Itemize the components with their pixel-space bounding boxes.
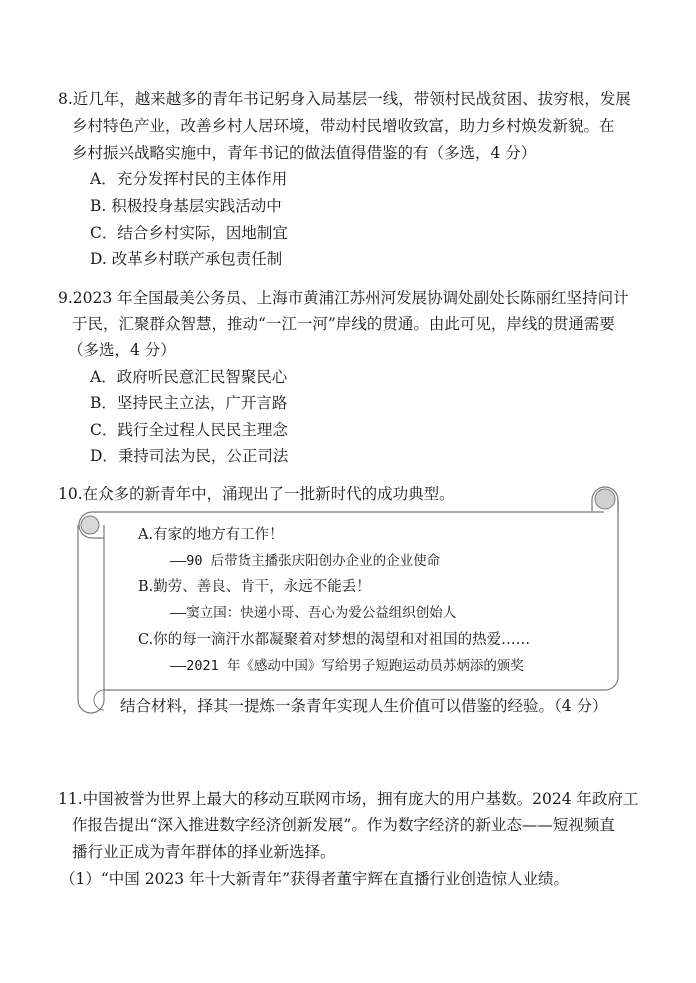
q11-sub-1: （1）“中国 2023 年十大新青年”获得者董宇辉在直播行业创造惊人业绩。 — [60, 870, 570, 888]
q8-option-a: A．充分发挥村民的主体作用 — [90, 170, 288, 188]
scroll-quote-c: C.你的每一滴汗水都凝聚着对梦想的渴望和对祖国的热爱…… — [138, 632, 531, 648]
scroll-quote-b: B.勤劳、善良、肯干，永远不能丢！ — [138, 579, 371, 595]
q11-line-2: 作报告提出“深入推进数字经济创新发展”。作为数字经济的新业态——短视频直 — [72, 816, 615, 834]
scroll-quote-a: A.有家的地方有工作！ — [138, 527, 284, 543]
q9-option-b: B．坚持民主立法，广开言路 — [90, 394, 288, 412]
q9-option-a: A．政府听民意汇民智聚民心 — [90, 368, 288, 386]
q8-line-3: 乡村振兴战略实施中，青年书记的做法值得借鉴的有（多选，4 分） — [72, 144, 537, 162]
q9-option-d: D．秉持司法为民，公正司法 — [90, 447, 289, 465]
q8-option-b: B. 积极投身基层实践活动中 — [90, 197, 282, 215]
q10-question: 结合材料，择其一提炼一条青年实现人生价值可以借鉴的经验。（4 分） — [120, 697, 608, 715]
q9-line-2: 于民，汇聚群众智慧，推动“一江一河”岸线的贯通。由此可见，岸线的贯通需要 — [72, 315, 615, 333]
q11-line-3: 播行业正成为青年群体的择业新选择。 — [72, 843, 336, 861]
q8-option-c: C．结合乡村实际，因地制宜 — [90, 224, 288, 242]
q8-option-d: D. 改革乡村联产承包责任制 — [90, 250, 283, 268]
q11-line-1: 11.中国被誉为世界上最大的移动互联网市场，拥有庞大的用户基数。2024 年政府工 — [58, 790, 639, 808]
q8-line-1: 8.近几年，越来越多的青年书记躬身入局基层一线，带领村民战贫困、拔穷根，发展 — [58, 90, 631, 108]
q9-option-c: C．践行全过程人民民主理念 — [90, 421, 288, 439]
scroll-source-a: ——90 后带货主播张庆阳创办企业的企业使命 — [170, 553, 441, 569]
q9-line-1: 9.2023 年全国最美公务员、上海市黄浦江苏州河发展协调处副处长陈丽红坚持问计 — [58, 289, 629, 307]
q9-line-3: （多选，4 分） — [68, 341, 176, 359]
q8-line-2: 乡村特色产业，改善乡村人居环境，带动村民增收致富，助力乡村焕发新貌。在 — [72, 117, 615, 135]
scroll-source-c: ——2021 年《感动中国》写给男子短跑运动员苏炳添的颁奖 — [170, 658, 524, 674]
scroll-source-b: ——窦立国：快递小哥、吾心为爱公益组织创始人 — [170, 605, 457, 621]
q10-intro: 10.在众多的新青年中，涌现出了一批新时代的成功典型。 — [58, 485, 455, 503]
